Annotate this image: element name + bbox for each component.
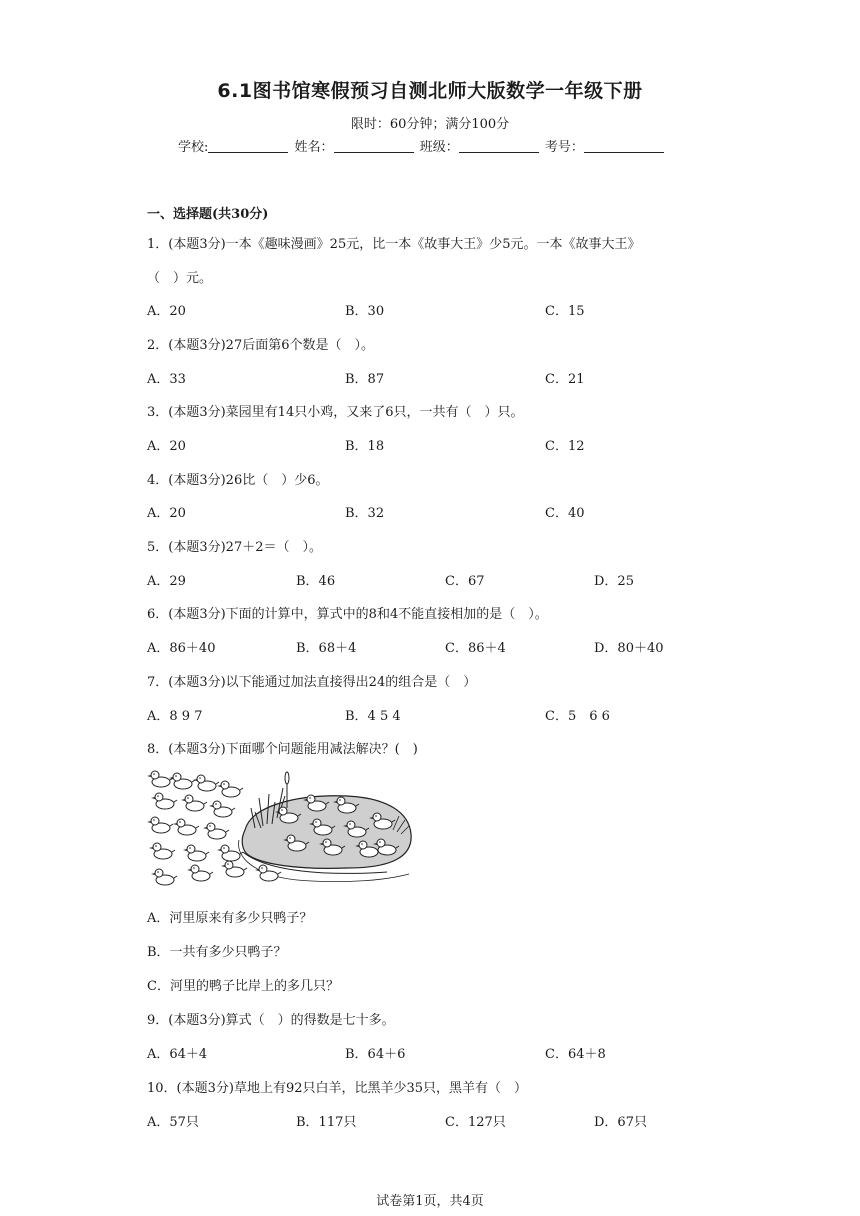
question-7-options (147, 705, 747, 724)
option-b[interactable]: B．46 (296, 574, 336, 589)
option-a[interactable]: A．64＋4 (147, 1047, 208, 1062)
option-d[interactable]: D．67只 (594, 1115, 647, 1130)
option-b[interactable]: B．18 (345, 439, 385, 454)
question-5-stem: 5．(本题3分)27＋2＝（ ）。 (147, 540, 322, 555)
section-title: 一、选择题(共30分) (147, 207, 269, 222)
option-b[interactable]: B．32 (345, 506, 385, 521)
student-info-line (178, 136, 666, 155)
name-label: 姓名： (294, 140, 334, 155)
option-a[interactable]: A．86＋40 (147, 641, 216, 656)
option-b[interactable]: B．64＋6 (345, 1047, 406, 1062)
option-c[interactable]: C．5 6 6 (545, 709, 610, 724)
question-7-stem: 7．(本题3分)以下能通过加法直接得出24的组合是（ ） (147, 675, 477, 690)
option-a[interactable]: A．33 (147, 372, 186, 387)
question-6-stem: 6．(本题3分)下面的计算中，算式中的8和4不能直接相加的是（ ）。 (147, 607, 548, 622)
question-10-stem: 10．(本题3分)草地上有92只白羊，比黑羊少35只，黑羊有（ ） (147, 1081, 528, 1096)
option-d[interactable]: D．80＋40 (594, 641, 664, 656)
option-b[interactable]: B．87 (345, 372, 385, 387)
question-1-options (147, 300, 747, 319)
option-b[interactable]: B．117只 (296, 1115, 357, 1130)
option-b[interactable]: B．4 5 4 (345, 709, 401, 724)
question-2-options (147, 368, 747, 387)
class-blank[interactable] (459, 140, 539, 153)
question-8-option-b[interactable]: B．一共有多少只鸭子？ (147, 945, 287, 960)
option-c[interactable]: C．12 (545, 439, 585, 454)
question-8-option-c[interactable]: C．河里的鸭子比岸上的多几只？ (147, 979, 339, 994)
name-blank[interactable] (334, 140, 414, 153)
school-label: 学校: (178, 140, 209, 155)
option-c[interactable]: C．67 (445, 574, 485, 589)
option-c[interactable]: C．21 (545, 372, 585, 387)
question-8-stem: 8．(本题3分)下面哪个问题能用减法解决？( ) (147, 742, 418, 757)
class-label: 班级： (419, 140, 459, 155)
option-b[interactable]: B．30 (345, 304, 385, 319)
option-c[interactable]: C．64＋8 (545, 1047, 606, 1062)
question-4-options (147, 502, 747, 521)
option-a[interactable]: A．29 (147, 574, 186, 589)
option-c[interactable]: C．86＋4 (445, 641, 506, 656)
page-title: 6.1图书馆寒假预习自测北师大版数学一年级下册 (217, 80, 643, 102)
option-a[interactable]: A．8 9 7 (147, 709, 203, 724)
page-footer: 试卷第1页，共4页 (376, 1194, 484, 1209)
ducks-illustration (147, 768, 413, 894)
option-c[interactable]: C．15 (545, 304, 585, 319)
school-blank[interactable] (208, 140, 288, 153)
question-8-option-a[interactable]: A．河里原来有多少只鸭子？ (147, 911, 313, 926)
question-5-options (147, 570, 747, 589)
option-a[interactable]: A．20 (147, 439, 186, 454)
question-1-stem: 1．(本题3分)一本《趣味漫画》25元，比一本《故事大王》少5元。一本《故事大王》 (147, 237, 641, 252)
question-3-stem: 3．(本题3分)菜园里有14只小鸡，又来了6只，一共有（ ）只。 (147, 405, 524, 420)
option-c[interactable]: C．40 (545, 506, 585, 521)
question-10-options (147, 1111, 747, 1130)
question-6-options (147, 637, 747, 656)
question-3-options (147, 435, 747, 454)
option-c[interactable]: C．127只 (445, 1115, 506, 1130)
question-4-stem: 4．(本题3分)26比（ ）少6。 (147, 473, 329, 488)
question-2-stem: 2．(本题3分)27后面第6个数是（ ）。 (147, 338, 374, 353)
option-d[interactable]: D．25 (594, 574, 634, 589)
exam-number-blank[interactable] (584, 140, 664, 153)
time-limit: 限时：60分钟；满分100分 (350, 117, 510, 132)
option-b[interactable]: B．68＋4 (296, 641, 357, 656)
option-a[interactable]: A．57只 (147, 1115, 199, 1130)
question-1-stem-continued: （ ）元。 (147, 271, 213, 286)
exam-number-label: 考号： (544, 140, 584, 155)
question-9-options (147, 1043, 747, 1062)
option-a[interactable]: A．20 (147, 304, 186, 319)
question-9-stem: 9．(本题3分)算式（ ）的得数是七十多。 (147, 1013, 395, 1028)
option-a[interactable]: A．20 (147, 506, 186, 521)
